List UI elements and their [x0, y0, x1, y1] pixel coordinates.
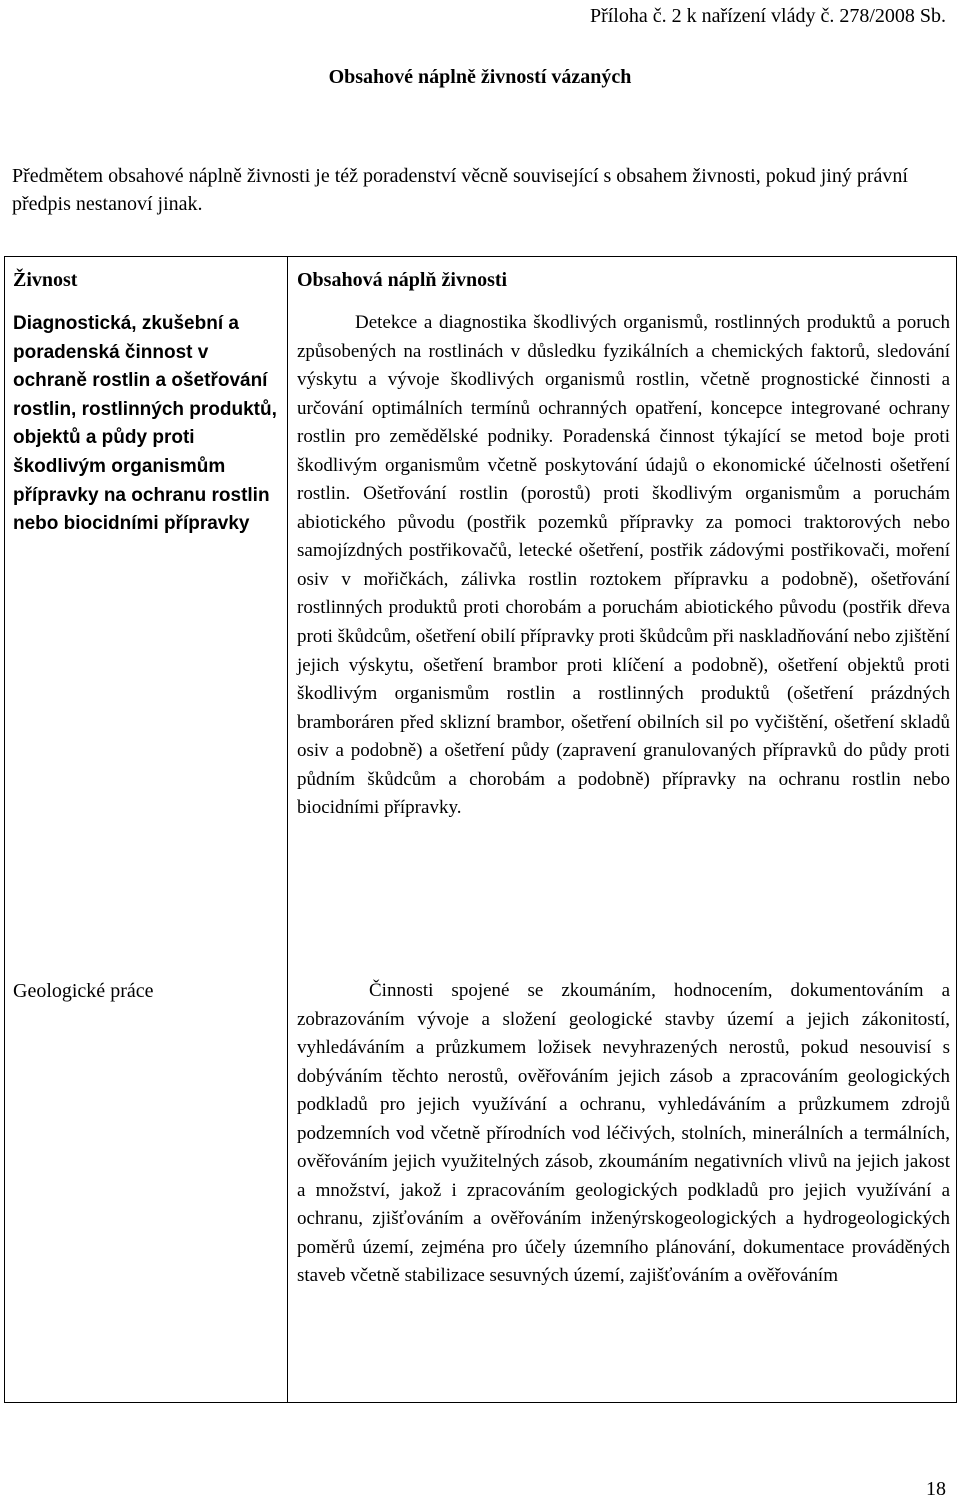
- trade-content-geological-works: Činnosti spojené se zkoumáním, hodnocením, dokumentováním a zobrazováním vývoje a složení geologické stavby území a jejich zákonitostí, vyhledáváním a průzkumem ložisek nevyhrazených nerostů, pokud nesouvisí s dobýváním těchto nerostů, ověřováním jejich zásob a zpracováním geologických podkladů pro jejich využívání a ochranu, vyhledáváním a průzkumem zdrojů podzemních vod včetně přírodních vod léčivých, stolních, minerálních a termálních, ověřováním jejich využitelných zásob, zkoumáním negativních vlivů na jejich jakost a množství, jakož i zpracováním geologických podkladů pro jejich využívání a ochranu, zjišťováním a ověřováním inženýrskogeologických a hydrogeologických poměrů území, zejména pro účely územního plánování, dokumentace prováděných staveb včetně stabilizace sesuvných území, zajišťováním a ověřováním: [297, 980, 950, 1286]
- header-content: Obsahová náplň živnosti: [297, 269, 508, 291]
- page-number: 18: [926, 1478, 946, 1500]
- trade-name-plant-protection: Diagnostická, zkušební a poradenská činnost v ochraně rostlin a ošetřování rostlin, rostlinných produktů, objektů a půdy proti škodlivým organismům přípravky na ochranu rostlin nebo biocidními přípravky: [13, 313, 277, 535]
- header-trade: Živnost: [13, 269, 78, 291]
- annex-reference: Příloha č. 2 k nařízení vlády č. 278/2008 Sb.: [589, 5, 946, 27]
- intro-paragraph: Předmětem obsahové náplně živnosti je též poradenství věcně související s obsahem živnosti, pokud jiný právní předpis nestanoví jinak.: [12, 165, 908, 215]
- trade-content-plant-protection: Detekce a diagnostika škodlivých organismů, rostlinných produktů a poruch způsobených na rostlinách v důsledku fyzikálních a chemických faktorů, sledování výskytu a vývoje škodlivých organismů rostlin, včetně prognostické činnosti a určování optimálních termínů ochranných opatření, koncepce integrované ochrany rostlin pro zemědělské podniky. Poradenská činnost týkající se metod boje proti škodlivým organismům včetně poskytování údajů o ekonomické účelnosti ošetření rostlin. Ošetřování rostlin (porostů) proti škodlivým organismům a poruchám abiotického původu (postřik pozemků přípravky za pomoci traktorových nebo samojízdných postřikovačů, letecké ošetření, postřik zádovými postřikovači, moření osiv v mořičkách, zálivka rostlin roztokem přípravku a podobně), ošetřování rostlinných produktů proti chorobám a poruchám abiotického původu (postřik dřeva proti škůdcům, ošetření obilí přípravky proti škůdcům při naskladňování nebo zjištění jejich výskytu, ošetření brambor proti klíčení a podobně), ošetření objektů proti škodlivým organismům rostlin a rostlinných produktů (ošetření prázdných bramboráren před sklizní brambor, ošetření obilních sil po vyčištění, ošetření skladů osiv a podobně) a ošetření půdy (zapravení granulovaných přípravků do půdy proti půdním škůdcům a chorobám a podobně) přípravky na ochranu rostlin nebo biocidními přípravky.: [297, 312, 950, 819]
- trade-name-geological-works: Geologické práce: [13, 980, 154, 1002]
- trades-table: [4, 256, 957, 1403]
- column-divider: [287, 257, 288, 1402]
- document-title: Obsahové náplně živností vázaných: [328, 66, 632, 88]
